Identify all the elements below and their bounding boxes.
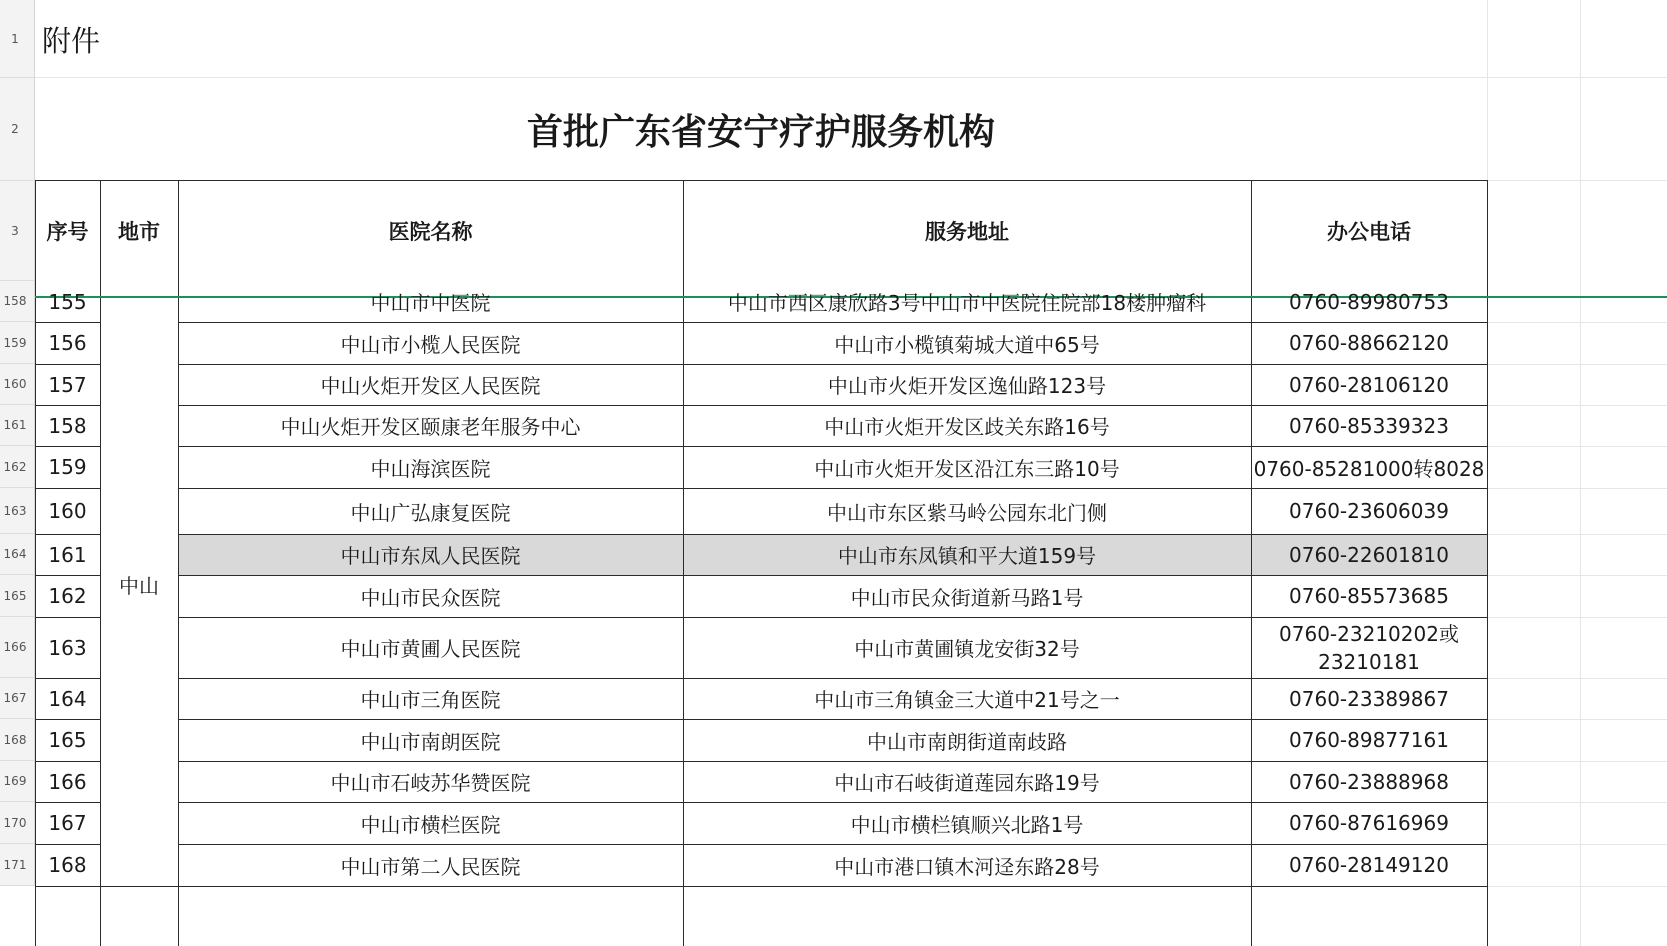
cell-seq[interactable]: 155 [48,289,87,314]
phone-line-1: 0760-23210202或 [1279,621,1459,646]
cell-phone[interactable]: 0760-89980753 [1289,289,1449,314]
cell-address[interactable]: 中山市东凤镇和平大道159号 [837,544,1097,568]
column-header-phone[interactable]: 办公电话 [1327,220,1411,244]
row-header-162[interactable]: 162 [0,446,35,488]
row-header-167[interactable]: 167 [0,678,35,719]
cell-hospital-name[interactable]: 中山广弘康复医院 [350,500,511,525]
cell-hospital-name[interactable]: 中山市南朗医院 [360,729,501,754]
cell-seq[interactable]: 159 [48,455,87,479]
merged-city-cell[interactable]: 中山 [119,573,159,598]
cell-hospital-name[interactable]: 中山市第二人民医院 [340,854,521,879]
cell-phone[interactable]: 0760-88662120 [1289,331,1449,355]
cell-hospital-name[interactable]: 中山海滨医院 [370,456,491,481]
row-header-171[interactable]: 171 [0,844,35,886]
row-header-2[interactable]: 2 [0,78,35,181]
row-header-169[interactable]: 169 [0,761,35,802]
cell-seq[interactable]: 156 [48,331,87,355]
cell-hospital-name[interactable]: 中山市三角医院 [360,688,501,712]
cell-phone[interactable]: 0760-23888968 [1289,769,1449,794]
cell-hospital-name[interactable]: 中山市中医院 [370,291,491,315]
row-header-158[interactable]: 158 [0,281,35,322]
row-header-170[interactable]: 170 [0,802,35,844]
row-header-165[interactable]: 165 [0,575,35,617]
cell-phone[interactable] [1251,617,1487,678]
cell-phone[interactable]: 0760-23606039 [1289,499,1449,523]
cell-hospital-name[interactable]: 中山市石岐苏华赞医院 [330,771,531,795]
cell-address[interactable]: 中山市小榄镇菊城大道中65号 [834,332,1100,357]
cell-address[interactable]: 中山市石岐街道莲园东路19号 [834,771,1100,795]
cell-seq[interactable]: 167 [48,811,87,835]
cell-address[interactable]: 中山市火炬开发区沿江东三路10号 [814,456,1120,481]
cell-hospital-name[interactable]: 中山市民众医院 [360,585,501,610]
cell-seq[interactable]: 160 [48,499,87,523]
column-header-name[interactable]: 医院名称 [388,220,473,244]
cell-seq[interactable]: 168 [48,853,87,877]
cell-phone[interactable]: 0760-22601810 [1289,542,1449,567]
page-title[interactable]: 首批广东省安宁疗护服务机构 [526,112,995,153]
column-header-seq[interactable]: 序号 [46,220,89,244]
row-header-166[interactable]: 166 [0,617,35,678]
cell-hospital-name[interactable]: 中山市黄圃人民医院 [340,637,521,661]
cell-address[interactable]: 中山市东区紫马岭公园东北门侧 [827,500,1107,525]
cell-hospital-name[interactable]: 中山市小榄人民医院 [340,332,521,357]
cell-phone[interactable]: 0760-89877161 [1289,728,1449,752]
cell-seq[interactable]: 164 [48,686,87,711]
cell-address[interactable]: 中山市南朗街道南歧路 [867,729,1067,754]
cell-phone[interactable]: 0760-28149120 [1289,853,1449,877]
cell-phone[interactable]: 0760-85339323 [1289,413,1449,438]
column-header-city[interactable]: 地市 [118,220,160,244]
cell-phone[interactable]: 0760-85573685 [1289,584,1449,608]
cell-hospital-name[interactable]: 中山火炬开发区人民医院 [320,374,541,398]
cell-phone[interactable]: 0760-28106120 [1289,372,1449,397]
row-header-164[interactable]: 164 [0,534,35,575]
cell-hospital-name[interactable]: 中山市东凤人民医院 [340,544,521,568]
phone-line-2: 23210181 [1318,649,1420,674]
cell-phone[interactable]: 0760-85281000转8028 [1253,456,1485,481]
column-header-address[interactable]: 服务地址 [925,220,1009,244]
cell-seq[interactable]: 157 [48,372,87,397]
cell-hospital-name[interactable]: 中山市横栏医院 [360,812,501,837]
cell-phone[interactable]: 0760-87616969 [1289,811,1449,835]
cell-seq[interactable]: 161 [48,542,87,567]
cell-address[interactable]: 中山市黄圃镇龙安街32号 [854,637,1080,661]
cell-seq[interactable]: 158 [48,413,87,438]
cell-phone[interactable]: 0760-23389867 [1289,686,1449,711]
cell-address[interactable]: 中山市港口镇木河迳东路28号 [834,854,1100,879]
attachment-label[interactable]: 附件 [42,23,101,58]
cell-address[interactable]: 中山市火炬开发区逸仙路123号 [827,374,1107,398]
row-header-1[interactable]: 1 [0,0,35,78]
cell-seq[interactable]: 163 [48,635,87,660]
cell-hospital-name[interactable]: 中山火炬开发区颐康老年服务中心 [280,415,581,439]
cell-seq[interactable]: 165 [48,728,87,752]
row-header-159[interactable]: 159 [0,322,35,364]
row-header-161[interactable]: 161 [0,405,35,446]
row-header-168[interactable]: 168 [0,719,35,761]
cell-address[interactable]: 中山市民众街道新马路1号 [850,585,1084,610]
row-header-3[interactable]: 3 [0,181,35,281]
cell-seq[interactable]: 162 [48,584,87,608]
cell-address[interactable]: 中山市三角镇金三大道中21号之一 [814,688,1120,712]
cell-address[interactable]: 中山市火炬开发区歧关东路16号 [824,415,1110,439]
cell-address[interactable]: 中山市横栏镇顺兴北路1号 [850,812,1084,837]
row-header-163[interactable]: 163 [0,488,35,534]
cell-seq[interactable]: 166 [48,769,87,794]
cell-address[interactable]: 中山市西区康欣路3号中山市中医院住院部18楼肿瘤科 [727,291,1207,315]
row-header-160[interactable]: 160 [0,364,35,405]
